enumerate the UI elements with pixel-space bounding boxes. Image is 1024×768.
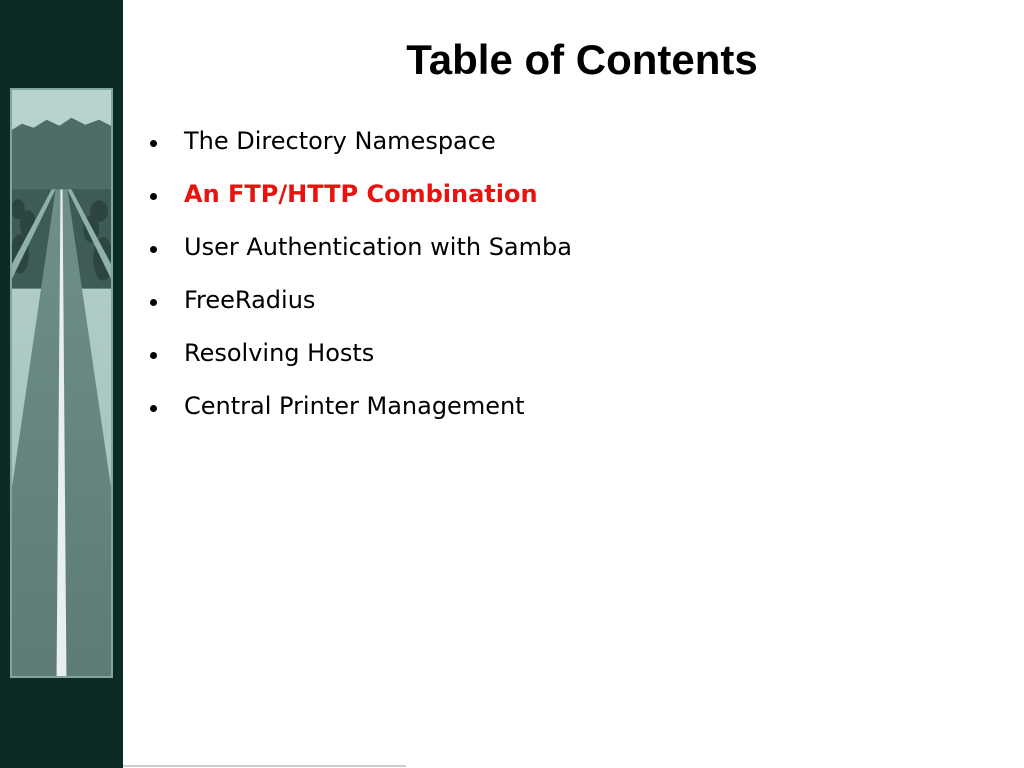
- toc-item-label: FreeRadius: [184, 285, 316, 314]
- toc-item-current: [150, 167, 990, 220]
- table-of-contents-list: [150, 114, 990, 432]
- road-photo: [10, 88, 113, 678]
- road-image-graphic: [12, 90, 111, 676]
- toc-item: [150, 326, 990, 379]
- bullet-icon: [150, 246, 157, 253]
- bullet-icon: [150, 140, 157, 147]
- toc-item: [150, 273, 990, 326]
- toc-item: [150, 220, 990, 273]
- toc-item: [150, 114, 990, 167]
- toc-item-label: Resolving Hosts: [184, 338, 375, 367]
- bullet-icon: [150, 193, 157, 200]
- bullet-icon: [150, 352, 157, 359]
- toc-item-label: An FTP/HTTP Combination: [184, 179, 538, 208]
- toc-item-label: The Directory Namespace: [184, 126, 496, 155]
- bullet-icon: [150, 299, 157, 306]
- slide-title: Table of Contents: [406, 36, 758, 83]
- bullet-icon: [150, 405, 157, 412]
- bottom-rule: [123, 765, 406, 767]
- toc-item: [150, 379, 990, 432]
- toc-item-label: Central Printer Management: [184, 391, 525, 420]
- toc-item-label: User Authentication with Samba: [184, 232, 572, 261]
